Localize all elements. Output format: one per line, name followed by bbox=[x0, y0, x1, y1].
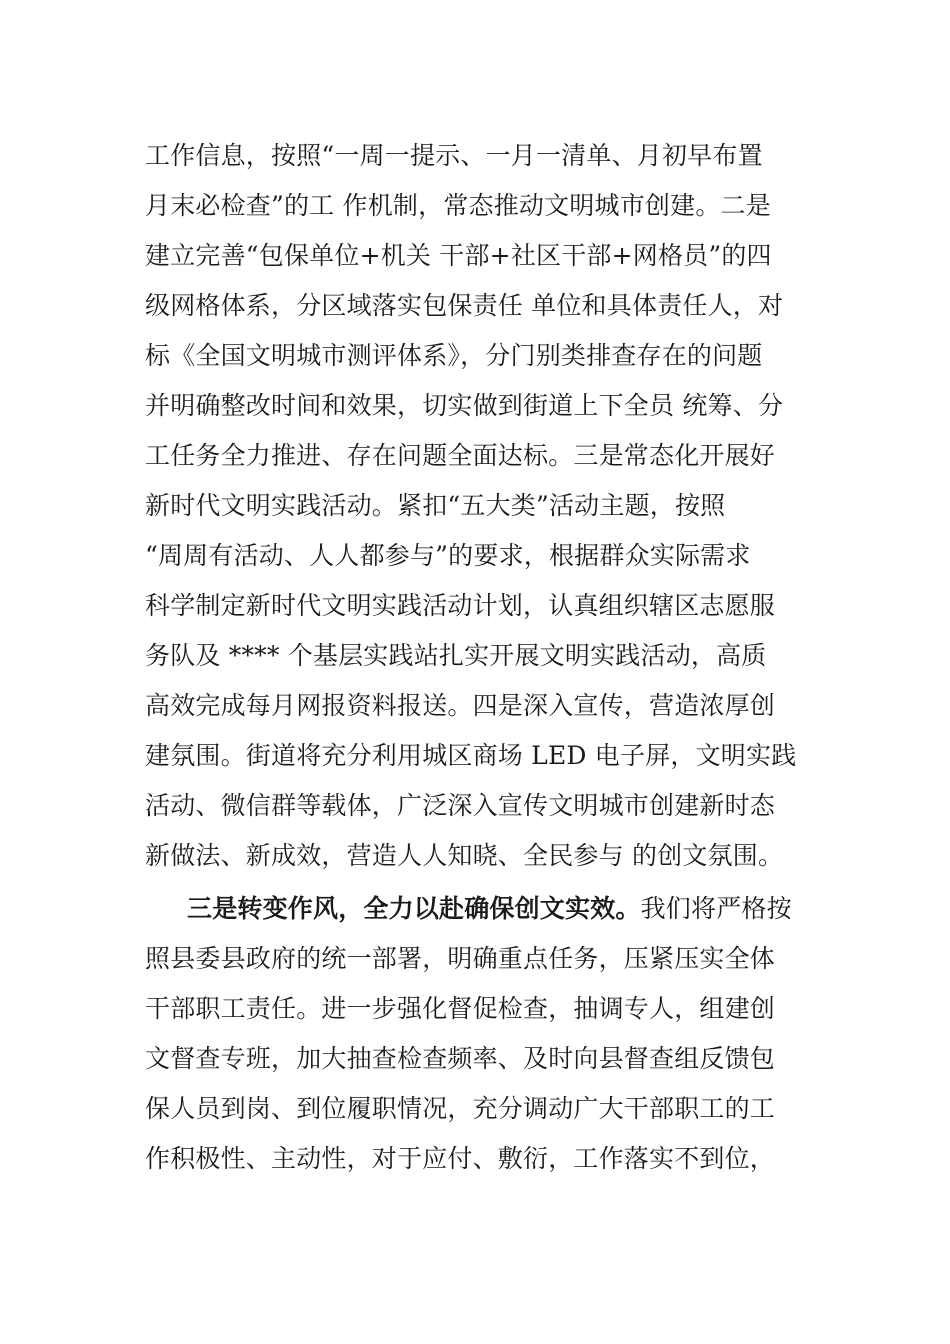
paragraph-2-line: 作积极性、主动性，对于应付、敷衍，工作落实不到位， bbox=[145, 1144, 776, 1173]
paragraph-1-line: 务队及 **** 个基层实践站扎实开展文明实践活动，高质 bbox=[145, 641, 767, 670]
paragraph-1 bbox=[145, 131, 825, 881]
paragraph-1-line: 级网格体系，分区域落实包保责任 单位和具体责任人，对 bbox=[145, 291, 784, 320]
paragraph-1-line: 建立完善“包保单位+机关 干部+社区干部+网格员”的四 bbox=[145, 241, 772, 270]
paragraph-2-line: 照县委县政府的统一部署，明确重点任务，压紧压实全体 bbox=[145, 944, 776, 973]
paragraph-2-first-line-text: 我们将严格按 bbox=[640, 894, 792, 923]
paragraph-1-line: 工作信息，按照“一周一提示、一月一清单、月初早布置 bbox=[145, 141, 763, 170]
paragraph-1-line: 高效完成每月网报资料报送。四是深入宣传，营造浓厚创 bbox=[145, 691, 776, 720]
paragraph-1-line: 工任务全力推进、存在问题全面达标。三是常态化开展好 bbox=[145, 441, 776, 470]
paragraph-1-line: 科学制定新时代文明实践活动计划，认真组织辖区志愿服 bbox=[145, 591, 776, 620]
paragraph-1-line: 新做法、新成效，营造人人知晓、全民参与 的创文氛围。 bbox=[145, 841, 784, 870]
paragraph-1-line: 活动、微信群等载体，广泛深入宣传文明城市创建新时态 bbox=[145, 791, 776, 820]
paragraph-1-line: 新时代文明实践活动。紧扣“五大类”活动主题，按照 bbox=[145, 491, 726, 520]
paragraph-2-line: 文督查专班，加大抽查检查频率、及时向县督查组反馈包 bbox=[145, 1044, 776, 1073]
document-body bbox=[145, 131, 825, 1184]
paragraph-1-line: 并明确整改时间和效果，切实做到街道上下全员 统筹、分 bbox=[145, 391, 784, 420]
paragraph-2-line: 保人员到岗、到位履职情况，充分调动广大干部职工的工 bbox=[145, 1094, 776, 1123]
paragraph-2-line: 干部职工责任。进一步强化督促检查，抽调专人，组建创 bbox=[145, 994, 776, 1023]
paragraph-1-line: 标《全国文明城市测评体系》，分门别类排查存在的问题 bbox=[145, 341, 763, 370]
paragraph-1-line: 建氛围。街道将充分利用城区商场 LED 电子屏，文明实践 bbox=[145, 741, 797, 770]
paragraph-1-line: “周周有活动、人人都参与”的要求，根据群众实际需求 bbox=[145, 541, 751, 570]
paragraph-2-first-line bbox=[145, 884, 825, 934]
paragraph-1-line: 月末必检查”的工 作机制，常态推动文明城市创建。二是 bbox=[145, 191, 771, 220]
paragraph-2-heading: 三是转变作风，全力以赴确保创文实效。 bbox=[187, 894, 641, 923]
paragraph-2 bbox=[145, 884, 825, 1184]
